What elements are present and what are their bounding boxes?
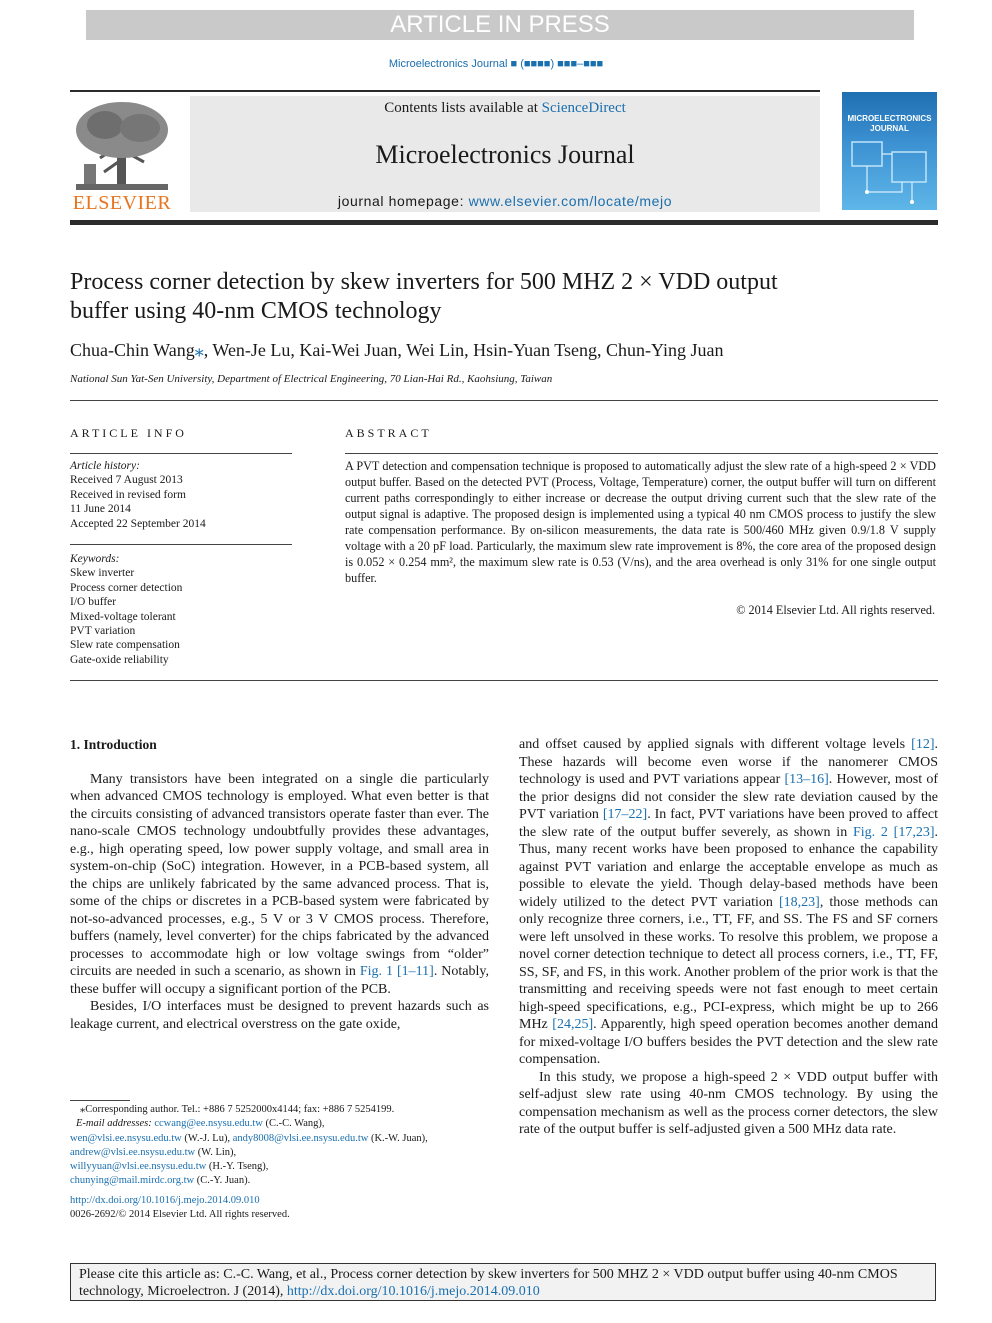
email-owner: (C.-Y. Juan). [194,1175,251,1187]
journal-homepage [190,193,820,209]
body-right-column [519,736,938,1139]
email-owner: (H.-Y. Tseng), [206,1161,269,1173]
author-list [70,340,930,361]
abstract-text: A PVT detection and compensation technique is proposed to automatically adjust the slew rate of a high-speed 2 × VDD output buffer. Based on the detected PVT (Process, Voltage, Temperature) corner, the output buffer will turn on different current paths correspondingly to either increase or decrease the output driving current such that the slew rate of the output signal is adaptive. The proposed design is implemented using a typical 40 nm CMOS process to justify the slew rate compensation performance. By on-silicon measurements, the data rate is 500/460 MHz given 0.9/1.8 V supply voltage with a 20 pF load. Particularly, the maximum slew rate improvement is 8%, the core area of the proposed design is 0.052 × 0.254 mm², the maximum slew rate is 0.53 (V/ns), and the area overhead is only 31% for one single output buffer. [345,459,936,585]
citation-doi-link[interactable]: http://dx.doi.org/10.1016/j.mejo.2014.09.010 [286,1283,540,1299]
keyword-item: Mixed-voltage tolerant [70,610,176,623]
paragraph-text: . Thus, many recent works have been proposed to enhance the capability against PVT variation and enlarge the acceptable envelope as much as possible to elevate the yield. Though delay-based methods have been widely utilized to the detect PVT variation [519,824,938,910]
keyword-item: PVT variation [70,625,136,638]
corresponding-author-note: ⁎Corresponding author. Tel.: +886 7 5252000x4144; fax: +886 7 5254199. [80,1104,395,1115]
first-author: Chua-Chin Wang [70,340,195,360]
email-link[interactable]: andrew@vlsi.ee.nsysu.edu.tw [70,1146,196,1158]
contents-prefix: Contents lists available at [384,100,542,116]
header-top-rule [70,90,820,92]
reference-link[interactable]: [18,23] [779,894,820,910]
cover-title-line2: JOURNAL [870,124,909,133]
reference-link[interactable]: [1–11] [397,964,434,979]
citation-text: Please cite this article as: C.-C. Wang, et al., Process corner detection by skew inverters for 500 MHZ 2 × VDD output buffer using 40-nm CMOS technology, Microelectron. J (2014), [79,1267,898,1299]
keyword-item: Skew inverter [70,567,135,580]
email-line [70,1174,500,1188]
keyword-item: Gate-oxide reliability [70,653,169,666]
keyword-item: I/O buffer [70,596,117,609]
email-link[interactable]: willyyuan@vlsi.ee.nsysu.edu.tw [70,1161,207,1173]
email-link[interactable]: wen@vlsi.ee.nsysu.edu.tw [70,1132,182,1144]
elsevier-wordmark: ELSEVIER [72,192,172,214]
email-line [70,1132,500,1146]
keywords-list [70,552,300,667]
paragraph-text: . Apparently, high speed operation becomes another demand for mixed-voltage I/O buffers besides the PVT detection and the slew rate compensation. [519,1017,938,1067]
doi-link[interactable]: http://dx.doi.org/10.1016/j.mejo.2014.09.010 [70,1194,260,1206]
cover-title [842,114,937,134]
history-item: Accepted 22 September 2014 [70,517,206,530]
article-history-heading: Article history: [70,460,140,472]
journal-title: Microelectronics Journal [375,140,635,169]
email-link[interactable]: chunying@mail.mirdc.org.tw [70,1175,195,1187]
email-line [70,1117,500,1131]
cover-title-line1: MICROELECTRONICS [847,114,932,123]
figure-2-link[interactable]: Fig. 2 [852,824,888,840]
email-owner: (K.-W. Juan), [368,1132,428,1144]
journal-cover-image [842,92,937,210]
paper-title: Process corner detection by skew inverters for 500 MHZ 2 × VDD output buffer using 40-nm CMOS technology [70,269,778,324]
history-item: Received 7 August 2013 [70,474,183,487]
email-link[interactable]: andy8008@vlsi.ee.nsysu.edu.tw [232,1132,369,1144]
paragraph-text: . However, most of the prior designs did not consider the slew rate deviation caused by the PVT variation [519,772,938,822]
email-line [70,1146,500,1160]
divider [70,680,938,681]
issn-line: 0026-2692/© 2014 Elsevier Ltd. All rights reserved. [70,1209,290,1221]
affiliation: National Sun Yat-Sen University, Department of Electrical Engineering, 70 Lian-Hai Rd., Kaohsiung, Taiwan [70,373,553,385]
abstract-label: ABSTRACT [345,426,432,440]
body-left-column [70,736,489,1033]
citation-box [70,1263,936,1301]
email-owner: (W.-J. Lu), [181,1132,233,1144]
divider [70,400,938,401]
contents-line [190,100,820,117]
reference-link[interactable]: [17,23] [893,824,935,840]
homepage-link[interactable]: www.elsevier.com/locate/mejo [468,193,673,209]
email-heading: E-mail addresses: [76,1118,152,1130]
paragraph-text: and offset caused by applied signals with different voltage levels [519,737,912,752]
keyword-item: Process corner detection [70,581,183,594]
abstract-rule [345,453,938,454]
email-owner: (C.-C. Wang), [262,1118,325,1130]
footnotes [70,1103,500,1222]
keywords-heading: Keywords: [70,553,120,565]
paragraph-text: . In fact, PVT variations have been proved to affect the slew rate of the output buffer severely, as shown in [519,807,938,840]
paragraph-text: . Notably, these buffer will occupy a significant portion of the PCB. [70,964,489,997]
article-in-press-banner: ARTICLE IN PRESS [86,10,914,40]
corresponding-author-marker[interactable]: ⁎ [194,340,204,360]
intro-paragraph-2: Besides, I/O interfaces must be designed to prevent hazards such as leakage current, and electrical overstress on the gate oxide, [70,999,489,1032]
intro-paragraph-continued [519,736,938,1069]
other-authors: , Wen-Je Lu, Kai-Wei Juan, Wei Lin, Hsin-Yuan Tseng, Chun-Ying Juan [203,340,724,360]
email-link[interactable]: ccwang@ee.nsysu.edu.tw [154,1118,263,1130]
article-history [70,459,300,531]
paragraph-text: , those methods can only recognize three corners, i.e., TT, FF, and SS. The FS and SF corners were left unsolved in these works. To resolve this problem, we propose a novel corner detection technique to detect all process corners, i.e., TT, FF, SS, SF, and FS, in this work. Another problem of the prior work is that the transmitting and receiving speeds were not fast enough to meet certain high-speed specifications, e.g., PCI-express, which might be up to 266 MHz [519,894,938,1032]
reference-link[interactable]: [24,25] [552,1017,594,1032]
footnote-rule [70,1100,130,1101]
article-info-rule [70,453,292,454]
email-owner: (W. Lin), [195,1146,237,1158]
section-heading-introduction: 1. Introduction [70,737,157,752]
paragraph-text: Many transistors have been integrated on a single die particularly when advanced CMOS technology is employed. What even better is that the circuits consisting of advanced transistors operate faster than ever. The nano-scale CMOS technology undoubtfully provides these advantages, e.g., high operating speed, low power supply voltage, and small area in system-on-chip (SoC) integration. However, in a PCB-based system, all the chips are unlikely fabricated by the same advanced process. That is, some of the chips or discretes in a PCB-based system were fabricated by not-so-advanced processes, e.g., 5 V or 3 V CMOS process. Therefore, buffers (namely, level converter) for the chips fabricated by the advanced processes to accommodate high or low voltage swings from “older” circuits are needed in such a scenario, as shown in [70,771,489,979]
history-item: Received in revised form [70,488,186,501]
reference-link[interactable]: [13–16] [784,772,829,787]
abstract-copyright: © 2014 Elsevier Ltd. All rights reserved. [736,603,935,617]
homepage-prefix: journal homepage: [337,193,469,209]
header-bottom-rule [70,220,938,225]
intro-paragraph-1 [70,771,489,999]
email-line [70,1160,500,1174]
figure-1-link[interactable]: Fig. 1 [359,964,393,979]
article-info-label: ARTICLE INFO [70,426,187,440]
history-item: 11 June 2014 [70,503,131,516]
reference-link[interactable]: [17–22] [602,807,648,822]
sciencedirect-link[interactable]: ScienceDirect [541,100,626,116]
intro-paragraph-study: In this study, we propose a high-speed 2 × VDD output buffer with self-adjust slew rate using 40-nm CMOS technology. By using the compensation mechanism as well as the process corner detectors, the slew rate of the output buffer is self-adjusted given a 500 MHz data rate. [519,1069,938,1137]
cover-circuit-art [842,132,937,210]
reference-link[interactable]: [12] [911,737,935,752]
journal-reference-link[interactable]: Microelectronics Journal ■ (■■■■) ■■■–■■■ [388,58,604,70]
paragraph-text: . These hazards will become even worse if the nanomerer CMOS technology is used and PVT variations appear [519,737,938,787]
keyword-item: Slew rate compensation [70,639,180,652]
keywords-rule [70,544,292,545]
